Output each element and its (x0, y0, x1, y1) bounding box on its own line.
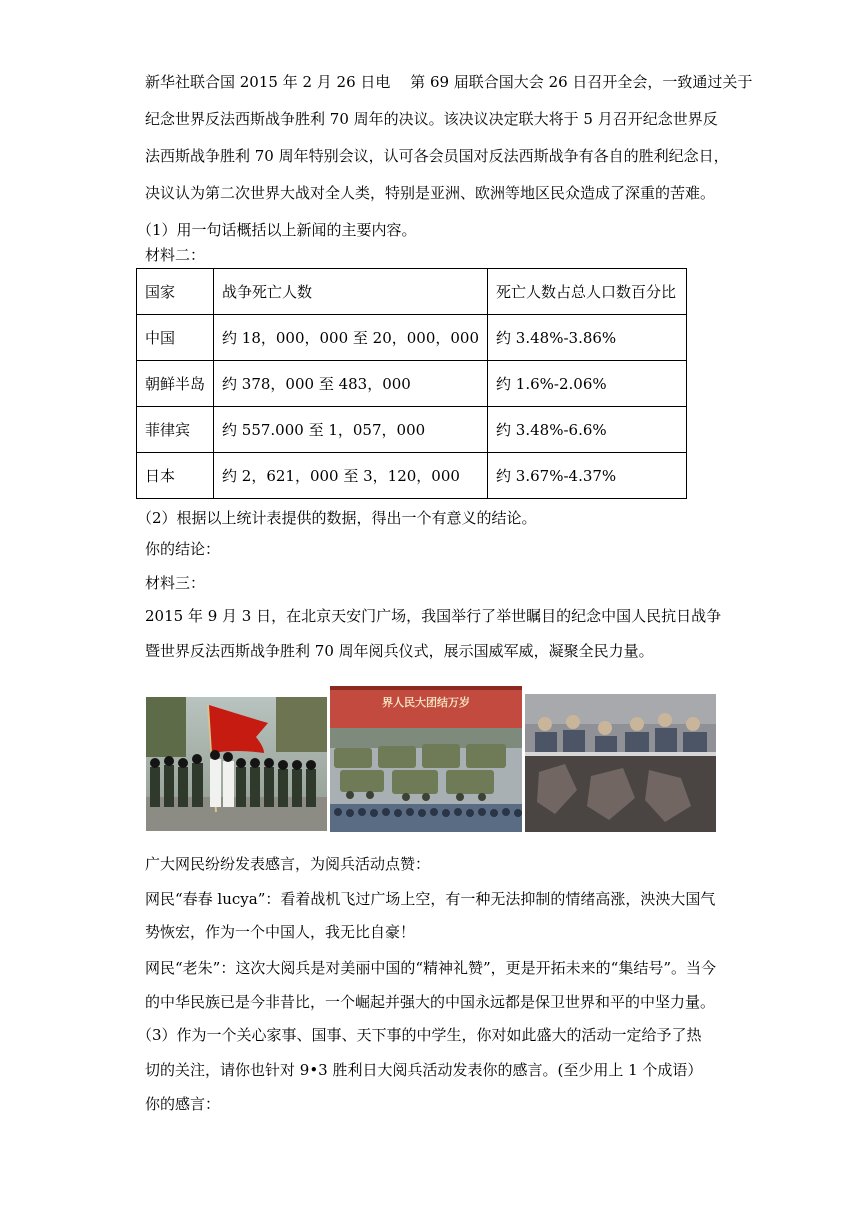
parade-line-2: 暨世界反法西斯战争胜利 70 周年阅兵仪式，展示国威军威，凝聚全民力量。 (145, 642, 654, 660)
material-2-label: 材料二： (145, 246, 206, 264)
question-3-line-2: 切的关注，请你也针对 9•3 胜利日大阅兵活动发表你的感言。(至少用上 1 个成语） (145, 1061, 703, 1079)
feelings-label: 你的感言： (145, 1095, 221, 1113)
table-header-cell: 国家 (137, 269, 214, 315)
news-line-2: 纪念世界反法西斯战争胜利 70 周年的决议。该决议决定联大将于 5 月召开纪念世界反 (145, 110, 718, 128)
table-row (137, 315, 687, 361)
news-line-4: 决议认为第二次世界大战对全人类，特别是亚洲、欧洲等地区民众造成了深重的苦难。 (145, 184, 716, 202)
comments-intro: 广大网民纷纷发表感言，为阅兵活动点赞： (145, 855, 431, 873)
material-3-label: 材料三： (145, 574, 206, 592)
table-cell: 菲律宾 (137, 407, 214, 453)
news-line-3: 法西斯战争胜利 70 周年特别会议，认可各会员国对反法西斯战争有各自的胜利纪念日， (145, 147, 729, 165)
war-deaths-table (136, 268, 687, 499)
armored-vehicles-photo (330, 686, 522, 832)
table-cell: 日本 (137, 453, 214, 499)
comment-1-line-1: 网民“春春 lucya”：看着战机飞过广场上空，有一种无法抑制的情绪高涨，泱泱大国气 (145, 890, 716, 908)
flag-guard-photo (146, 697, 327, 831)
table-header-cell: 死亡人数占总人口数百分比 (488, 269, 687, 315)
table-row (137, 407, 687, 453)
comment-2-line-2: 的中华民族已是今非昔比，一个崛起并强大的中国永远都是保卫世界和平的中坚力量。 (145, 993, 716, 1011)
conclusion-label: 你的结论： (145, 540, 221, 558)
parade-line-1: 2015 年 9 月 3 日，在北京天安门广场，我国举行了举世瞩目的纪念中国人民抗日战争 (145, 607, 722, 625)
question-2: （2）根据以上统计表提供的数据，得出一个有意义的结论。 (137, 509, 537, 527)
table-cell: 朝鲜半岛 (137, 361, 214, 407)
table-cell: 中国 (137, 315, 214, 361)
table-cell: 约 3.48%-3.86% (488, 315, 687, 361)
banner-text: 界人民大团结万岁 (382, 696, 470, 709)
table-cell: 约 2，621，000 至 3，120，000 (214, 453, 488, 499)
table-cell: 约 18，000，000 至 20，000，000 (214, 315, 488, 361)
comment-1-line-2: 势恢宏，作为一个中国人，我无比自豪！ (145, 923, 416, 941)
table-cell: 约 378，000 至 483，000 (214, 361, 488, 407)
table-header-cell: 战争死亡人数 (214, 269, 488, 315)
question-1: （1）用一句话概括以上新闻的主要内容。 (137, 221, 417, 239)
table-row (137, 361, 687, 407)
question-3-line-1: （3）作为一个关心家事、国事、天下事的中学生，你对如此盛大的活动一定给予了热 (137, 1026, 702, 1044)
table-cell: 约 3.67%-4.37% (488, 453, 687, 499)
news-line-1: 新华社联合国 2015 年 2 月 26 日电 第 69 届联合国大会 26 日召开全会，一致通过关于 (145, 73, 753, 91)
table-cell: 约 557.000 至 1，057，000 (214, 407, 488, 453)
table-cell: 约 1.6%-2.06% (488, 361, 687, 407)
veterans-photo (525, 694, 716, 832)
table-row (137, 453, 687, 499)
table-header-row (137, 269, 687, 315)
table-cell: 约 3.48%-6.6% (488, 407, 687, 453)
comment-2-line-1: 网民“老朱”：这次大阅兵是对美丽中国的“精神礼赞”，更是开拓未来的“集结号”。当今 (145, 959, 717, 977)
